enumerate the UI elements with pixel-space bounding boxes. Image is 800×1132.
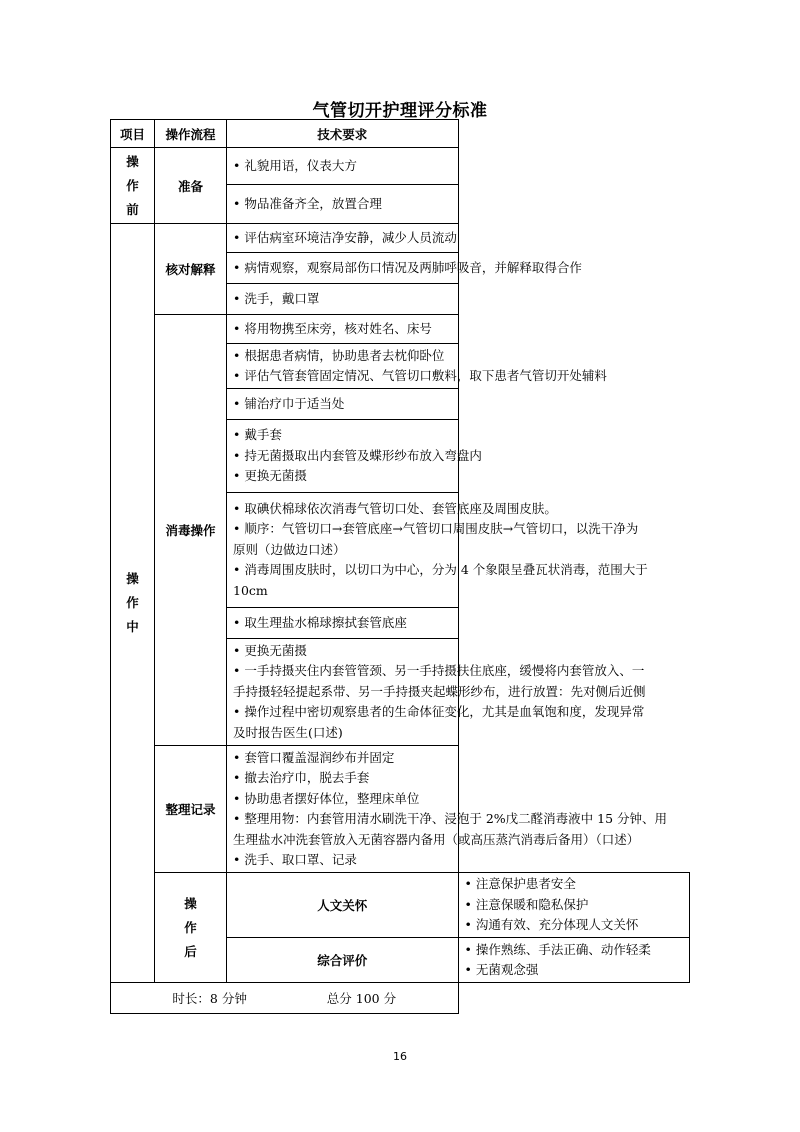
requirement-cell: • 将用物携至床旁，核对姓名、床号	[227, 315, 459, 344]
step-overall-evaluation: 综合评价	[227, 938, 459, 983]
requirement-cell: • 铺治疗巾于适当处	[227, 389, 459, 420]
requirement-cell: • 注意保护患者安全 • 注意保暖和隐私保护 • 沟通有效、充分体现人文关怀	[458, 873, 690, 938]
table-footer-row	[111, 983, 690, 1014]
page-title: 气管切开护理评分标准	[312, 101, 488, 121]
total-score-text: 总分 100 分	[326, 991, 397, 1006]
step-check-explain: 核对解释	[155, 224, 227, 315]
table-row	[111, 873, 690, 938]
table-row	[111, 224, 690, 253]
header-item: 项目	[111, 120, 155, 148]
requirement-cell: • 评估病室环境洁净安静，减少人员流动	[227, 224, 459, 253]
requirement-cell: • 物品准备齐全，放置合理	[227, 185, 459, 224]
requirement-cell: • 套管口覆盖湿润纱布并固定 • 撤去治疗巾，脱去手套 • 协助患者摆好体位，整理床单位 • 整理用物：内套管用清水刷洗干净、浸泡于 2%戊二醛消毒液中 15 分钟、用 生理盐水冲洗套管放入无菌容器内备用（或高压蒸汽消毒后备用）（口述） • 洗手、取口罩、记录	[227, 746, 459, 873]
step-disinfection: 消毒操作	[155, 315, 227, 746]
step-preparation: 准备	[155, 148, 227, 224]
requirement-cell: • 更换无菌摄 • 一手持摄夹住内套管管颈、另一手持摄扶住底座，缓慢将内套管放入、一 手持摄轻轻提起系带、另一手持摄夹起蝶形纱布，进行放置：先对侧后近侧 • 操作过程中密切观察患者的生命体征变化，尤其是血氧饱和度，发现异常 及时报告医生(口述)	[227, 639, 459, 746]
duration-text: 时长：8 分钟	[172, 991, 247, 1006]
requirement-cell: • 取生理盐水棉球擦拭套管底座	[227, 608, 459, 639]
table-row	[111, 746, 690, 873]
score-summary	[111, 983, 459, 1014]
header-requirement: 技术要求	[227, 120, 459, 148]
requirement-cell: • 操作熟练、手法正确、动作轻柔 • 无菌观念强	[458, 938, 690, 983]
header-process: 操作流程	[155, 120, 227, 148]
item-post-operation: 操 作 后	[155, 873, 227, 983]
requirement-cell: • 礼貌用语，仪表大方	[227, 148, 459, 185]
step-tidy-record: 整理记录	[155, 746, 227, 873]
table-row	[111, 148, 690, 185]
requirement-cell: • 戴手套 • 持无菌摄取出内套管及蝶形纱布放入弯盘内 • 更换无菌摄	[227, 420, 459, 493]
table-row	[111, 315, 690, 344]
table-header-row	[111, 120, 690, 148]
item-in-operation: 操 作 中	[111, 224, 155, 983]
step-humanistic-care: 人文关怀	[227, 873, 459, 938]
requirement-cell: • 病情观察，观察局部伤口情况及两肺呼吸音，并解释取得合作	[227, 253, 459, 284]
page-number: 16	[393, 1050, 407, 1063]
requirement-cell: • 根据患者病情，协助患者去枕仰卧位 • 评估气管套管固定情况、气管切口敷料，取下患者气管切开处辅料	[227, 344, 459, 389]
requirement-cell: • 洗手，戴口罩	[227, 284, 459, 315]
requirement-cell: • 取碘伏棉球依次消毒气管切口处、套管底座及周围皮肤。 • 顺序：气管切口→套管底座→气管切口周围皮肤→气管切口，以洗干净为 原则（边做边口述） • 消毒周围皮肤时，以切口为中心，分为 4 个象限呈叠瓦状消毒，范围大于 10cm	[227, 493, 459, 608]
item-pre-operation: 操 作 前	[111, 148, 155, 224]
scoring-table	[110, 119, 690, 1014]
